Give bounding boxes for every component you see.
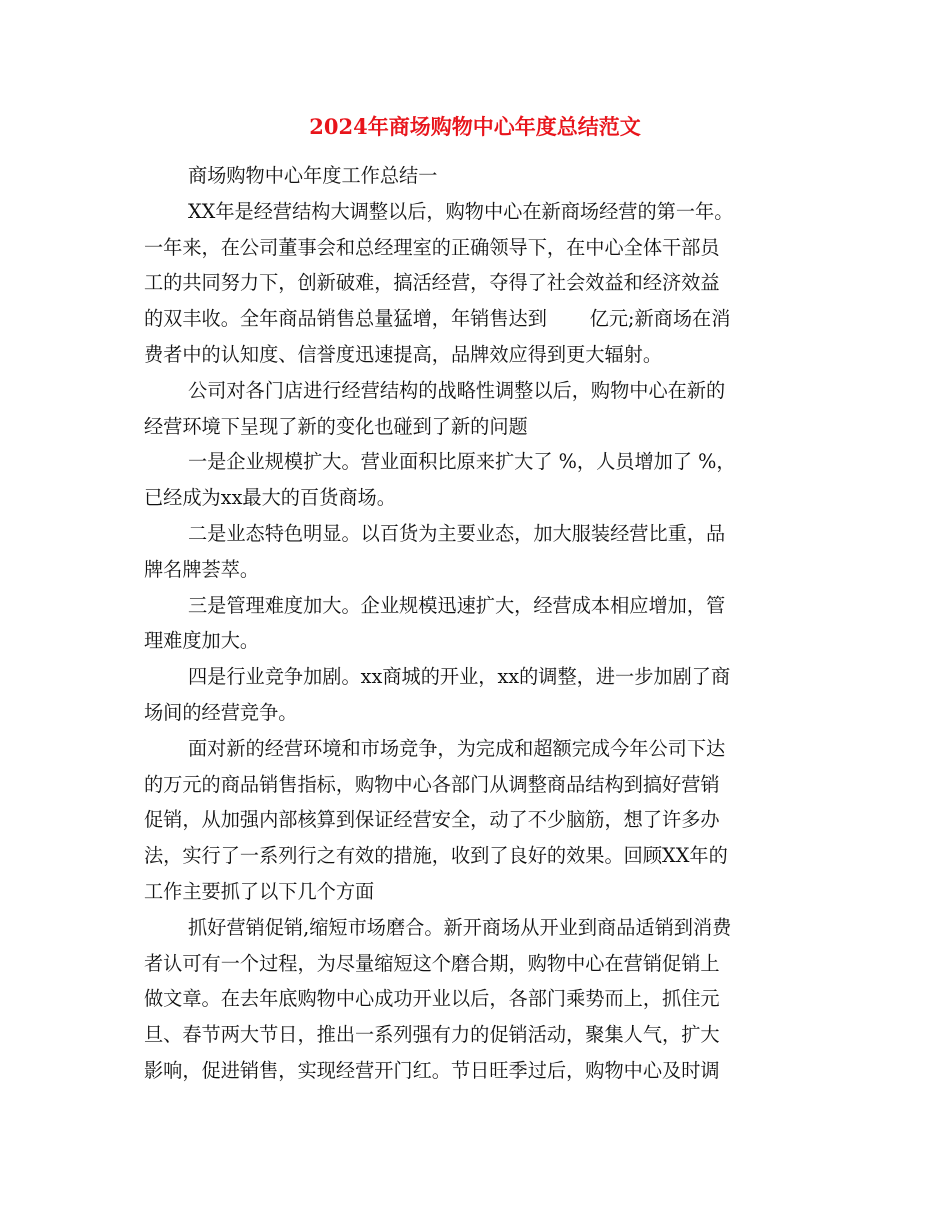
text-line: 做文章。在去年底购物中心成功开业以后，各部门乘势而上，抓住元 xyxy=(144,987,720,1011)
text-line: 一年来，在公司董事会和总经理室的正确领导下，在中心全体干部员 xyxy=(144,235,720,259)
text-line: 促销，从加强内部核算到保证经营安全，动了不少脑筋，想了许多办 xyxy=(144,808,720,832)
text-line: 一是企业规模扩大。营业面积比原来扩大了 %，人员增加了 %， xyxy=(188,450,736,474)
text-line: 商场购物中心年度工作总结一 xyxy=(188,164,438,187)
text-line: XX年是经营结构大调整以后，购物中心在新商场经营的第一年。 xyxy=(188,199,734,223)
text-line: 的万元的商品销售指标，购物中心各部门从调整商品结构到搞好营销 xyxy=(144,772,720,796)
text-line: 影响，促进销售，实现经营开门红。节日旺季过后，购物中心及时调 xyxy=(144,1058,720,1082)
text-line: 三是管理难度加大。企业规模迅速扩大，经营成本相应增加，管 xyxy=(188,593,726,617)
text-line: 抓好营销促销,缩短市场磨合。新开商场从开业到商品适销到消费 xyxy=(188,915,732,939)
text-line: 面对新的经营环境和市场竞争，为完成和超额完成今年公司下达 xyxy=(188,736,726,760)
text-line: 理难度加大。 xyxy=(144,629,260,653)
document-title: 2024年商场购物中心年度总结范文 xyxy=(309,114,641,139)
text-line: 者认可有一个过程，为尽量缩短这个磨合期，购物中心在营销促销上 xyxy=(144,951,720,975)
text-line: 工作主要抓了以下几个方面 xyxy=(144,879,375,903)
text-line: 工的共同努力下，创新破难，搞活经营，夺得了社会效益和经济效益 xyxy=(144,271,720,295)
text-line: 旦、春节两大节日，推出一系列强有力的促销活动，聚集人气，扩大 xyxy=(144,1023,720,1047)
text-line: 四是行业竞争加剧。xx商城的开业，xx的调整，进一步加剧了商 xyxy=(188,665,731,689)
text-line: 经营环境下呈现了新的变化也碰到了新的问题 xyxy=(144,414,528,438)
document-body xyxy=(144,158,804,1089)
text-line: 法，实行了一系列行之有效的措施，收到了良好的效果。回顾XX年的 xyxy=(144,844,728,868)
text-line: 场间的经营竞争。 xyxy=(144,700,298,724)
text-line: 已经成为xx最大的百货商场。 xyxy=(144,486,396,510)
text-line: 二是业态特色明显。以百货为主要业态，加大服装经营比重，品 xyxy=(188,521,726,545)
text-line: 公司对各门店进行经营结构的战略性调整以后，购物中心在新的 xyxy=(188,378,726,402)
text-line: 费者中的认知度、信誉度迅速提高，品牌效应得到更大辐射。 xyxy=(144,342,663,366)
text-line: 的双丰收。全年商品销售总量猛增，年销售达到 亿元;新商场在消 xyxy=(144,307,731,331)
text-line: 牌名牌荟萃。 xyxy=(144,557,260,581)
